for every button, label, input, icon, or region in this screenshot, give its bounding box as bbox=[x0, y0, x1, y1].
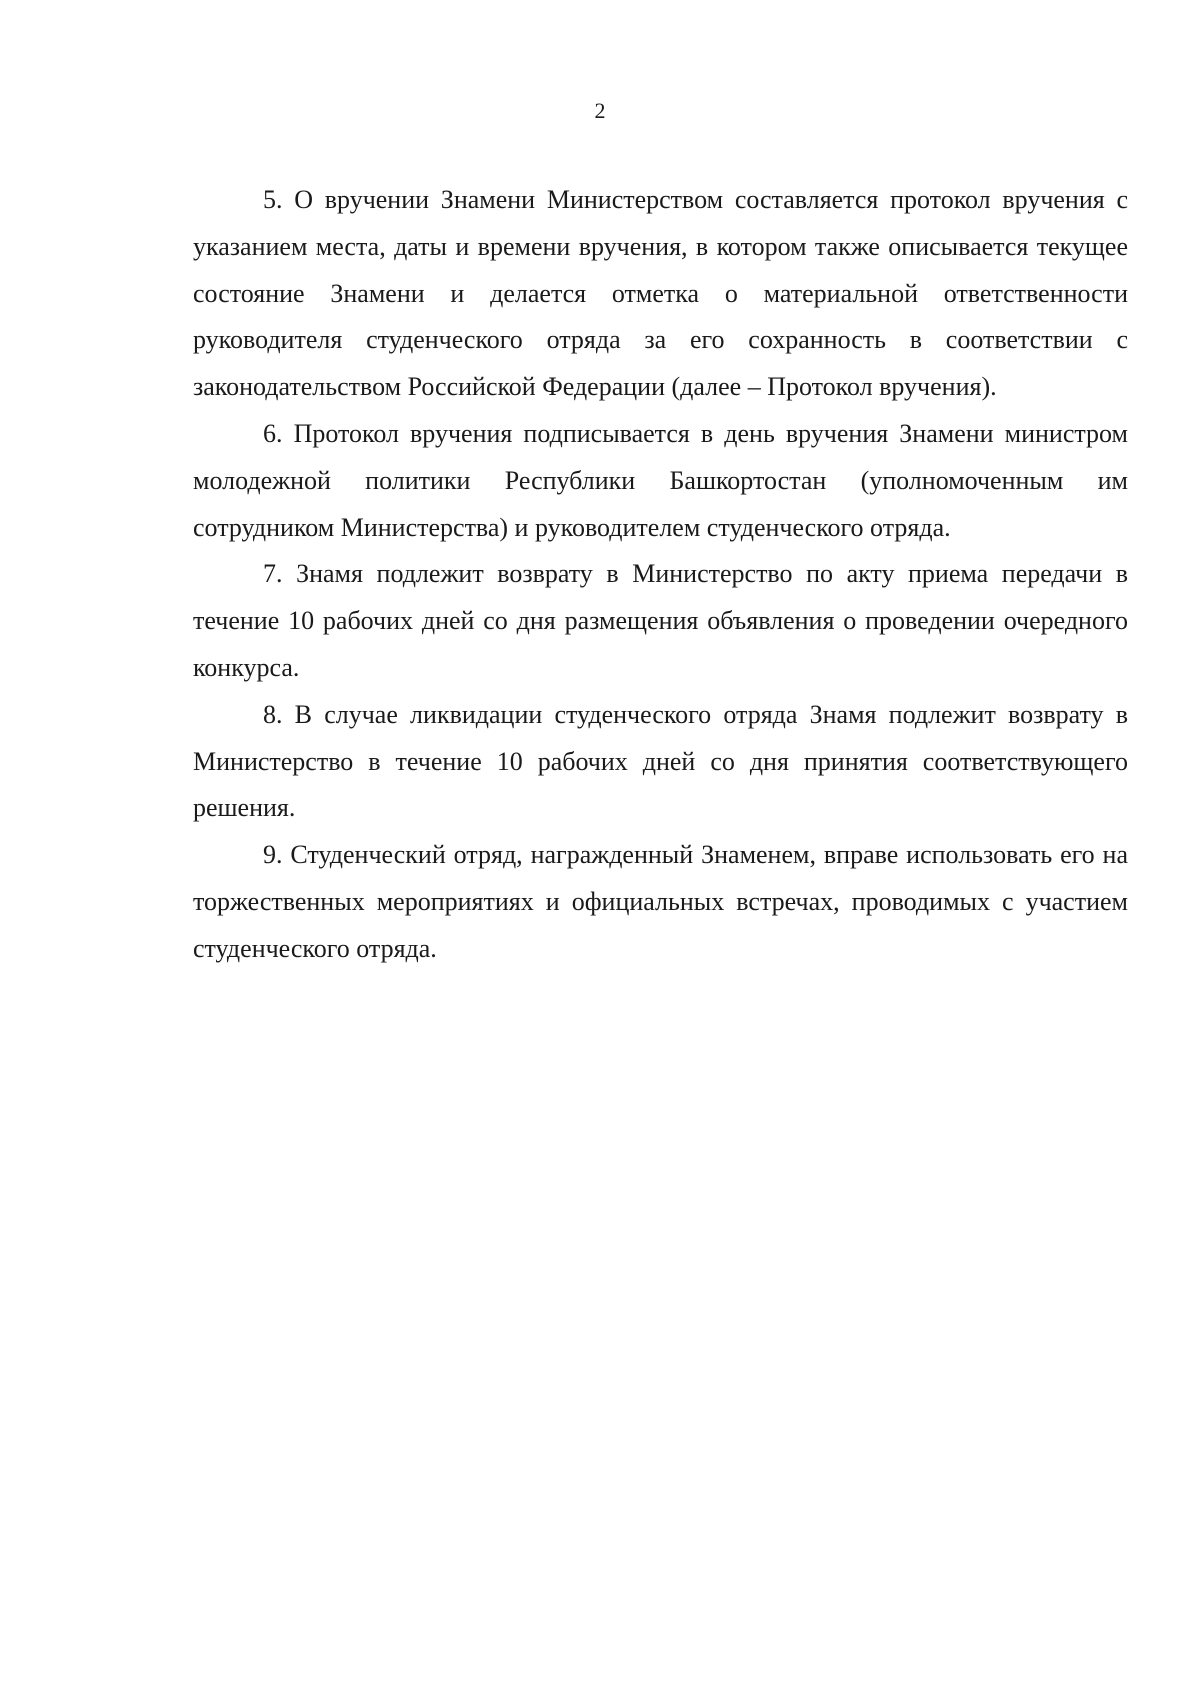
paragraph-9: 9. Студенческий отряд, награжденный Знаменем, вправе использовать его на торжественных мероприятиях и официальных встречах, проводимых с участием студенческого отряда. bbox=[193, 840, 1128, 963]
paragraph-5: 5. О вручении Знамени Министерством составляется протокол вручения с указанием места, даты и времени вручения, в котором также описывается текущее состояние Знамени и делается отметка о материальной ответственности руководителя студенческого отряда за его сохранность в соответствии с законодательством Российской Федерации (далее – Протокол вручения). bbox=[193, 185, 1128, 402]
paragraph-8: 8. В случае ликвидации студенческого отряда Знамя подлежит возврату в Министерство в течение 10 рабочих дней со дня принятия соответствующего решения. bbox=[193, 699, 1128, 823]
page-number: 2 bbox=[594, 98, 606, 123]
document-body bbox=[193, 177, 1128, 973]
paragraph-7: 7. Знамя подлежит возврату в Министерство по акту приема передачи в течение 10 рабочих дней со дня размещения объявления о проведении очередного конкурса. bbox=[193, 559, 1128, 682]
paragraph-6: 6. Протокол вручения подписывается в день вручения Знамени министром молодежной политики Республики Башкортостан (уполномоченным им сотрудником Министерства) и руководителем студенческого отряда. bbox=[193, 418, 1128, 542]
